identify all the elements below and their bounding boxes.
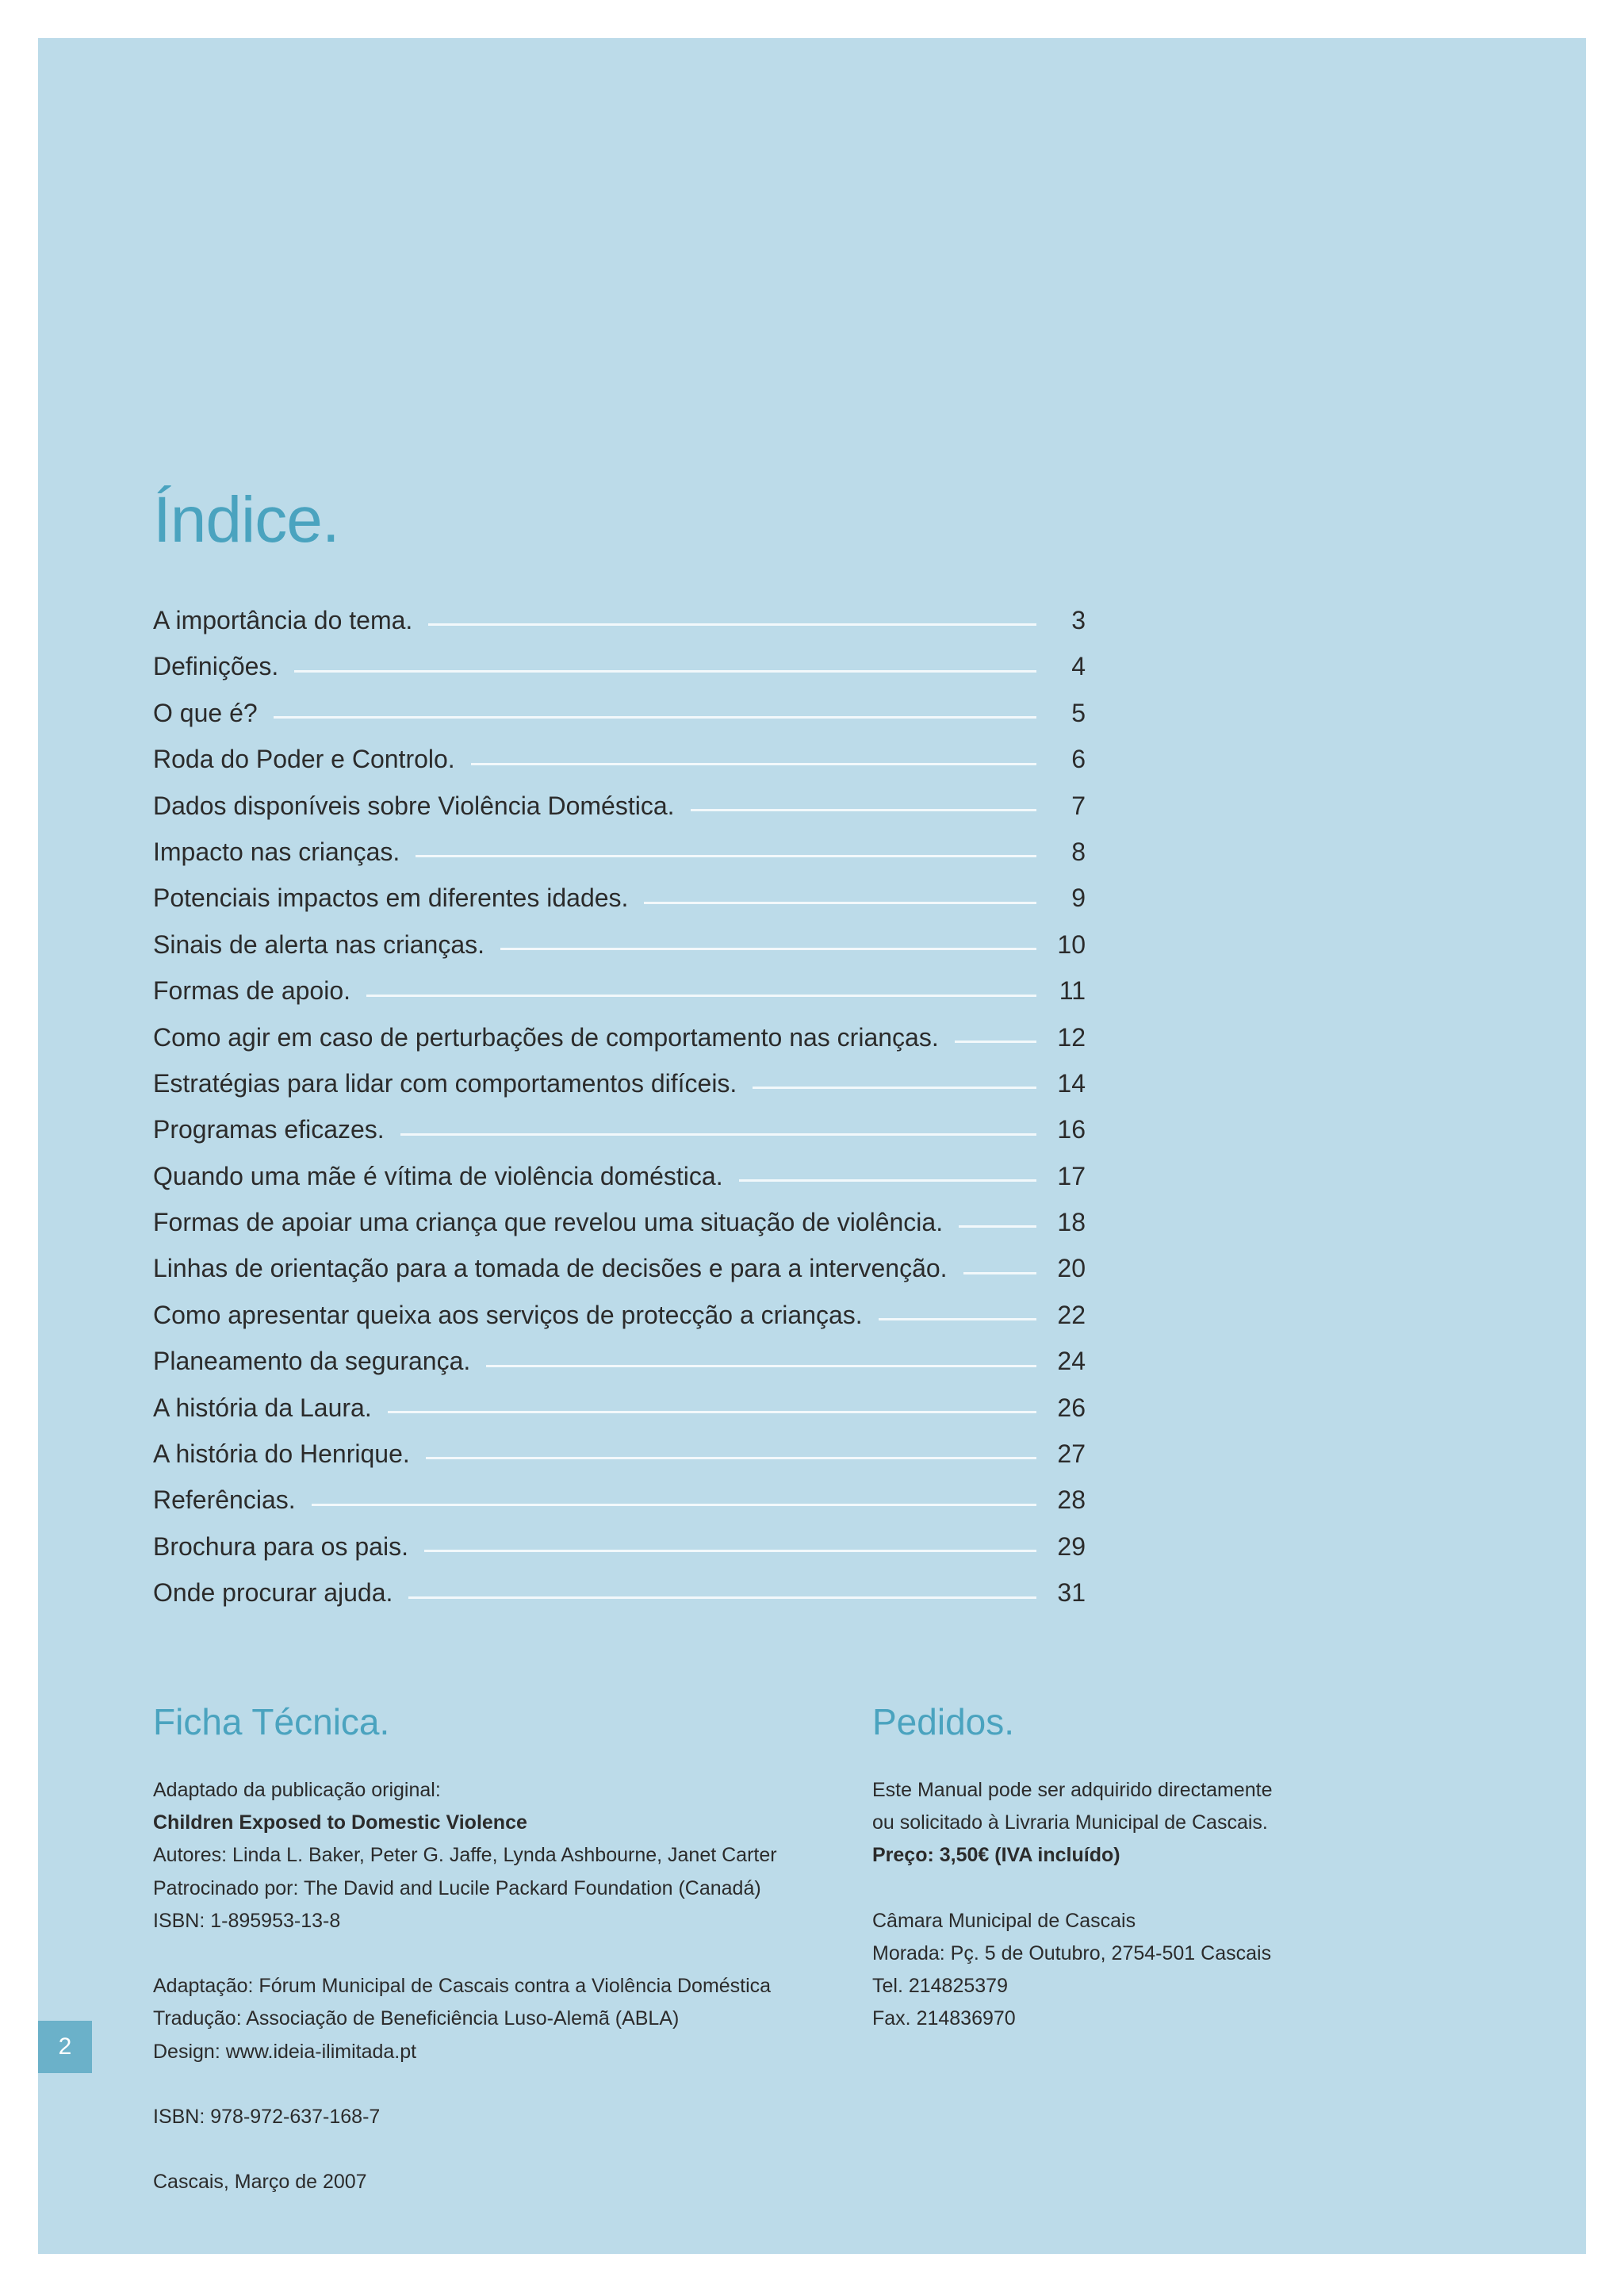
toc-leader-line (879, 1318, 1036, 1320)
toc-entry-page: 10 (1057, 929, 1086, 959)
price-line: Preço: 3,50€ (IVA incluído) (872, 1844, 1120, 1867)
toc-entry (153, 1377, 1086, 1423)
toc-entry-page: 31 (1057, 1578, 1086, 1608)
spacer (872, 1872, 1272, 1905)
toc-leader-line (294, 670, 1036, 673)
toc-entry-label: Como apresentar queixa aos serviços de protecção a crianças. (153, 1300, 863, 1329)
tel-line: Tel. 214825379 (872, 1975, 1008, 1998)
toc-entry-page: 5 (1071, 698, 1086, 727)
toc-entry (153, 1516, 1086, 1562)
spacer (153, 1937, 777, 1970)
pedidos-line-1: Este Manual pode ser adquirido directamente (872, 1779, 1273, 1801)
toc-entry-page: 9 (1071, 883, 1086, 913)
toc-entry (153, 1237, 1086, 1283)
toc-entry-page: 4 (1071, 652, 1086, 681)
toc-entry-label: Linhas de orientação para a tomada de decisões e para a intervenção. (153, 1254, 948, 1283)
toc-title: Índice. (153, 484, 339, 556)
toc-entry (153, 1330, 1086, 1376)
toc-leader-line (691, 809, 1036, 811)
toc-entry-page: 20 (1057, 1254, 1086, 1283)
toc-leader-line (959, 1225, 1036, 1228)
adaptation-line: Adaptação: Fórum Municipal de Cascais contra a Violência Doméstica (153, 1975, 772, 1998)
toc-leader-line (274, 716, 1036, 719)
spacer (153, 2133, 777, 2166)
toc-entry-page: 16 (1057, 1115, 1086, 1144)
toc-entry-label: Sinais de alerta nas crianças. (153, 929, 485, 959)
toc-entry-label: Estratégias para lidar com comportamentos difíceis. (153, 1068, 737, 1098)
toc-entry-page: 26 (1057, 1393, 1086, 1422)
toc-entry (153, 1098, 1086, 1144)
toc-leader-line (388, 1411, 1036, 1413)
toc-leader-line (426, 1457, 1036, 1459)
toc-entry-page: 14 (1057, 1068, 1086, 1098)
toc-entry-label: A história da Laura. (153, 1393, 372, 1422)
place-date-line: Cascais, Março de 2007 (153, 2171, 367, 2194)
toc-entry-label: Potenciais impactos em diferentes idades. (153, 883, 629, 913)
toc-leader-line (500, 948, 1036, 950)
translation-line: Tradução: Associação de Beneficiência Luso-Alemã (ABLA) (153, 2007, 680, 2030)
toc-entry-page: 3 (1071, 606, 1086, 634)
toc-leader-line (428, 623, 1036, 626)
toc-entry-label: Quando uma mãe é vítima de violência doméstica. (153, 1161, 723, 1190)
design-line: Design: www.ideia-ilimitada.pt (153, 2040, 417, 2063)
toc-entry (153, 914, 1086, 960)
toc-entry-page: 18 (1057, 1208, 1086, 1237)
toc-leader-line (366, 995, 1036, 997)
toc-entry-page: 24 (1057, 1347, 1086, 1376)
toc-entry-label: Como agir em caso de perturbações de comportamento nas crianças. (153, 1022, 939, 1052)
toc-entry-page: 7 (1071, 791, 1086, 820)
toc-entry-label: Dados disponíveis sobre Violência Doméstica. (153, 791, 675, 820)
toc-entry-page: 22 (1057, 1300, 1086, 1329)
toc-leader-line (963, 1272, 1036, 1274)
toc-entry (153, 589, 1086, 635)
toc-entry-label: Referências. (153, 1485, 296, 1515)
authors-line: Autores: Linda L. Baker, Peter G. Jaffe, Lynda Ashbourne, Janet Carter (153, 1844, 777, 1867)
toc-leader-line (408, 1596, 1036, 1599)
toc-entry (153, 1191, 1086, 1237)
toc-entry-page: 17 (1057, 1161, 1086, 1190)
toc-entry-label: A história do Henrique. (153, 1439, 410, 1469)
fax-line: Fax. 214836970 (872, 2007, 1016, 2030)
toc-leader-line (424, 1550, 1036, 1552)
toc-leader-line (739, 1179, 1036, 1182)
toc-leader-line (312, 1504, 1036, 1506)
pedidos-title: Pedidos. (872, 1701, 1015, 1742)
toc-entry-label: Formas de apoio. (153, 976, 351, 1006)
sponsor-line: Patrocinado por: The David and Lucile Packard Foundation (Canadá) (153, 1876, 761, 1899)
ficha-tecnica-block (153, 1774, 777, 2198)
isbn-line: ISBN: 978-972-637-168-7 (153, 2105, 381, 2128)
toc-leader-line (753, 1087, 1036, 1089)
spacer (153, 2068, 777, 2101)
isbn-original-line: ISBN: 1-895953-13-8 (153, 1909, 341, 1932)
toc-entry (153, 635, 1086, 681)
toc-leader-line (955, 1041, 1036, 1043)
toc-entry (153, 1423, 1086, 1469)
toc-entry-page: 29 (1057, 1531, 1086, 1561)
toc-leader-line (644, 902, 1036, 904)
toc-entry-page: 8 (1071, 837, 1086, 866)
toc-entry-label: Definições. (153, 652, 279, 681)
toc-entry (153, 728, 1086, 774)
toc-entry-label: Roda do Poder e Controlo. (153, 745, 455, 774)
toc-entry-label: Impacto nas crianças. (153, 837, 400, 866)
toc-entry (153, 682, 1086, 728)
original-title-line: Children Exposed to Domestic Violence (153, 1811, 527, 1834)
toc-entry-label: Formas de apoiar uma criança que revelou uma situação de violência. (153, 1208, 944, 1237)
toc-entry-page: 12 (1057, 1022, 1086, 1052)
toc-entry (153, 867, 1086, 913)
toc-entry (153, 1006, 1086, 1052)
toc-leader-line (400, 1133, 1036, 1136)
toc-entry-page: 11 (1059, 976, 1086, 1006)
pedidos-line-2: ou solicitado à Livraria Municipal de Cascais. (872, 1811, 1268, 1834)
toc-entry (153, 1145, 1086, 1191)
toc-leader-line (416, 855, 1036, 857)
page-number-badge: 2 (38, 2021, 92, 2073)
toc-entry (153, 775, 1086, 821)
toc-entry-page: 6 (1071, 745, 1086, 774)
toc-entry-page: 27 (1057, 1439, 1086, 1469)
toc-entry (153, 821, 1086, 867)
address-line: Morada: Pç. 5 de Outubro, 2754-501 Cascais (872, 1941, 1272, 1964)
toc-entry (153, 1284, 1086, 1330)
toc-entry (153, 960, 1086, 1006)
pedidos-block (872, 1774, 1272, 2036)
toc-entry-label: A importância do tema. (153, 606, 413, 634)
ficha-tecnica-title: Ficha Técnica. (153, 1701, 390, 1742)
toc-leader-line (471, 763, 1036, 765)
adapted-from-line: Adaptado da publicação original: (153, 1779, 441, 1801)
toc-entry (153, 1052, 1086, 1098)
toc-entry (153, 1562, 1086, 1608)
toc-entry (153, 1469, 1086, 1515)
toc-entry-label: O que é? (153, 698, 258, 727)
org-line: Câmara Municipal de Cascais (872, 1909, 1136, 1932)
toc-entry-page: 28 (1057, 1485, 1086, 1515)
table-of-contents (153, 589, 1086, 1608)
toc-entry-label: Programas eficazes. (153, 1115, 385, 1144)
toc-leader-line (486, 1365, 1036, 1367)
toc-entry-label: Brochura para os pais. (153, 1531, 408, 1561)
toc-entry-label: Planeamento da segurança. (153, 1347, 471, 1376)
toc-entry-label: Onde procurar ajuda. (153, 1578, 393, 1608)
